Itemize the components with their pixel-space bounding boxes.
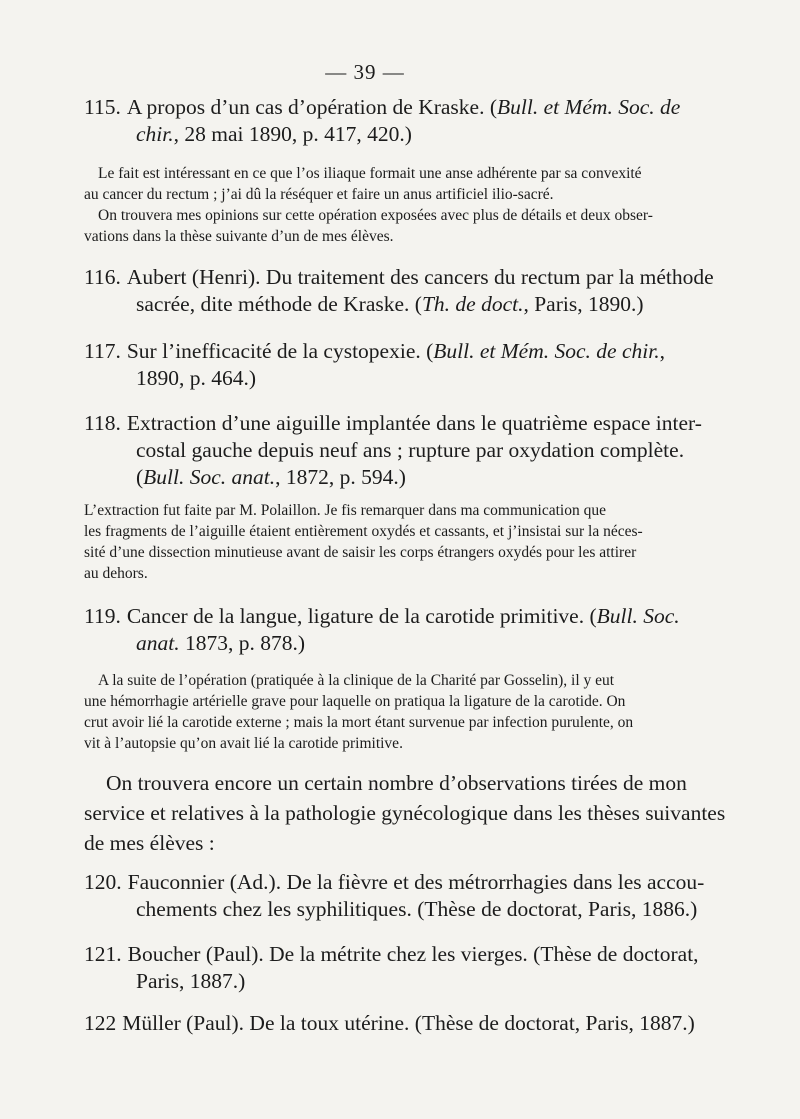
bibliography-entry-117: 117. Sur l’inefficacité de la cystopexie. (Bull. et Mém. Soc. de chir., 1890, p. 464.) [84,339,665,390]
bibliography-entry-119: 119. Cancer de la langue, ligature de la carotide primitive. (Bull. Soc. anat. 1873, p. 878.) [84,604,680,655]
thesis-entry-121: 121. Boucher (Paul). De la métrite chez les vierges. (Thèse de doctorat, Paris, 1887.) [84,942,699,993]
thesis-entry-120: 120. Fauconnier (Ad.). De la fièvre et des métrorrhagies dans les accou- chements chez les syphilitiques. (Thèse de doctorat, Paris, 1886.) [84,870,705,921]
intro-paragraph: On trouvera encore un certain nombre d’observations tirées de mon service et relatives à la pathologie gynécologique dans les thèses suivantes de mes élèves : [84,771,726,855]
bibliography-entry-115: 115. A propos d’un cas d’opération de Kraske. (Bull. et Mém. Soc. de chir., 28 mai 1890, p. 417, 420.) [84,95,681,146]
entry-note-115: Le fait est intéressant en ce que l’os iliaque formait une anse adhérente par sa convexité au cancer du rectum ; j’ai dû la réséquer et faire un anus artificiel ilio-sacré. On trouvera mes opinions sur cette opération exposées avec plus de détails et deux obser- vations dans la thèse suivante d’un de mes élèves. [84,165,653,245]
bibliography-entry-118: 118. Extraction d’une aiguille implantée dans le quatrième espace inter- costal gauche depuis neuf ans ; rupture par oxydation complète. (Bull. Soc. anat., 1872, p. 594.) [84,411,702,489]
page-number: — 39 — [325,60,405,84]
entry-note-118: L’extraction fut faite par M. Polaillon. Je fis remarquer dans ma communication que les fragments de l’aiguille étaient entièrement oxydés et cassants, et j’insistai sur la néces- sité d’une dissection minutieuse avant de saisir les corps étrangers oxydés pour les attirer au dehors. [84,502,643,582]
entry-note-119: A la suite de l’opération (pratiquée à la clinique de la Charité par Gosselin), il y eut une hémorrhagie artérielle grave pour laquelle on pratiqua la ligature de la carotide. On crut avoir lié la carotide externe ; mais la mort étant survenue par infection purulente, on vit à l’autopsie qu’on avait lié la carotide primitive. [84,672,634,752]
bibliography-entry-116: 116. Aubert (Henri). Du traitement des cancers du rectum par la méthode sacrée, dite méthode de Kraske. (Th. de doct., Paris, 1890.) [84,265,714,316]
thesis-entry-122: 122 Müller (Paul). De la toux utérine. (Thèse de doctorat, Paris, 1887.) [84,1011,695,1035]
